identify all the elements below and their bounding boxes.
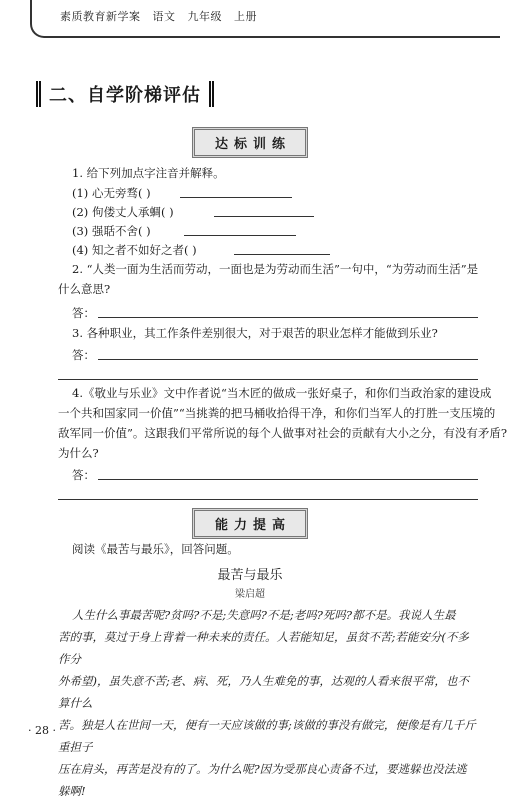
q3-line-1: 3. 各种职业，其工作条件差别很大，对于艰苦的职业怎样才能做到乐业?: [72, 326, 438, 340]
q4-answer-line-2: [58, 499, 478, 500]
q4-answer-line-1: [98, 479, 478, 480]
article-line-3: 外希望)，虽失意不苦;老、病、死，乃人生难免的事，达观的人看来很平常，也不算什么: [58, 674, 469, 710]
q1-item-3-line: [184, 235, 296, 236]
q2-line-1: 2. “人类一面为生活而劳动，一面也是为劳动而生活”一句中，“为劳动而生活”是: [72, 262, 479, 276]
q1-item-3: (3) 强聒不舍( ): [72, 224, 151, 238]
reading-intro: 阅读《最苦与最乐》，回答问题。: [72, 542, 239, 556]
page-number: · 28 ·: [28, 724, 56, 737]
q1-item-2-line: [214, 216, 314, 217]
heading-improvement-label: 能力提高: [194, 510, 306, 537]
q1-item-2: (2) 佝偻丈人承蜩( ): [72, 205, 174, 219]
header-text: 素质教育新学案 语文 九年级 上册: [60, 10, 257, 23]
article-line-4: 苦。独是人在世间一天，便有一天应该做的事;该做的事没有做完，便像是有几千斤重担子: [58, 718, 476, 754]
article-line-2: 苦的事，莫过于身上背着一种未来的责任。人若能知足，虽贫不苦;若能安分(不多作分: [58, 630, 469, 666]
q4-line-2: 一个共和国家同一价值”“当挑粪的把马桶收拾得干净，和你们当军人的打胜一支压境的: [58, 406, 496, 420]
section-title-label: 二、自学阶梯评估: [49, 85, 201, 106]
article-author: 梁启超: [235, 589, 265, 600]
q1-item-1: (1) 心无旁骛( ): [72, 186, 151, 200]
article-line-5: 压在肩头，再苦是没有的了。为什么呢?因为受那良心责备不过，要逃躲也没法逃躲啊!: [58, 762, 467, 798]
section-title: [36, 80, 214, 108]
q2-answer-label: 答：: [72, 306, 95, 320]
page-header: [0, 0, 500, 40]
q3-answer-line-2: [58, 379, 478, 380]
q2-line-2: 什么意思?: [58, 282, 111, 296]
q3-answer-label: 答：: [72, 348, 95, 362]
q4-line-3: 敌军同一价值”。这跟我们平常所说的每个人做事对社会的贡献有大小之分，有没有矛盾?: [58, 426, 507, 440]
q1-stem: 1. 给下列加点字注音并解释。: [72, 166, 225, 180]
q1-item-4: (4) 知之者不如好之者( ): [72, 243, 197, 257]
q1-item-4-line: [234, 254, 330, 255]
article-line-1: 人生什么事最苦呢?贫吗?不是;失意吗?不是;老吗?死吗?都不是。我说人生最: [72, 608, 456, 622]
heading-practice: [192, 127, 308, 158]
q4-line-4: 为什么?: [58, 446, 99, 460]
q4-answer-label: 答：: [72, 468, 95, 482]
right-bar-decoration: [209, 81, 214, 107]
heading-practice-label: 达标训练: [194, 129, 306, 156]
q1-item-1-line: [180, 197, 292, 198]
article-body: [58, 604, 478, 802]
q4-line-1: 4.《敬业与乐业》文中作者说“当木匠的做成一张好桌子，和你们当政治家的建设成: [72, 386, 492, 400]
q3-answer-line-1: [98, 359, 478, 360]
heading-improvement: [192, 508, 308, 539]
article-title: 最苦与最乐: [217, 568, 283, 583]
q2-answer-line: [98, 317, 478, 318]
